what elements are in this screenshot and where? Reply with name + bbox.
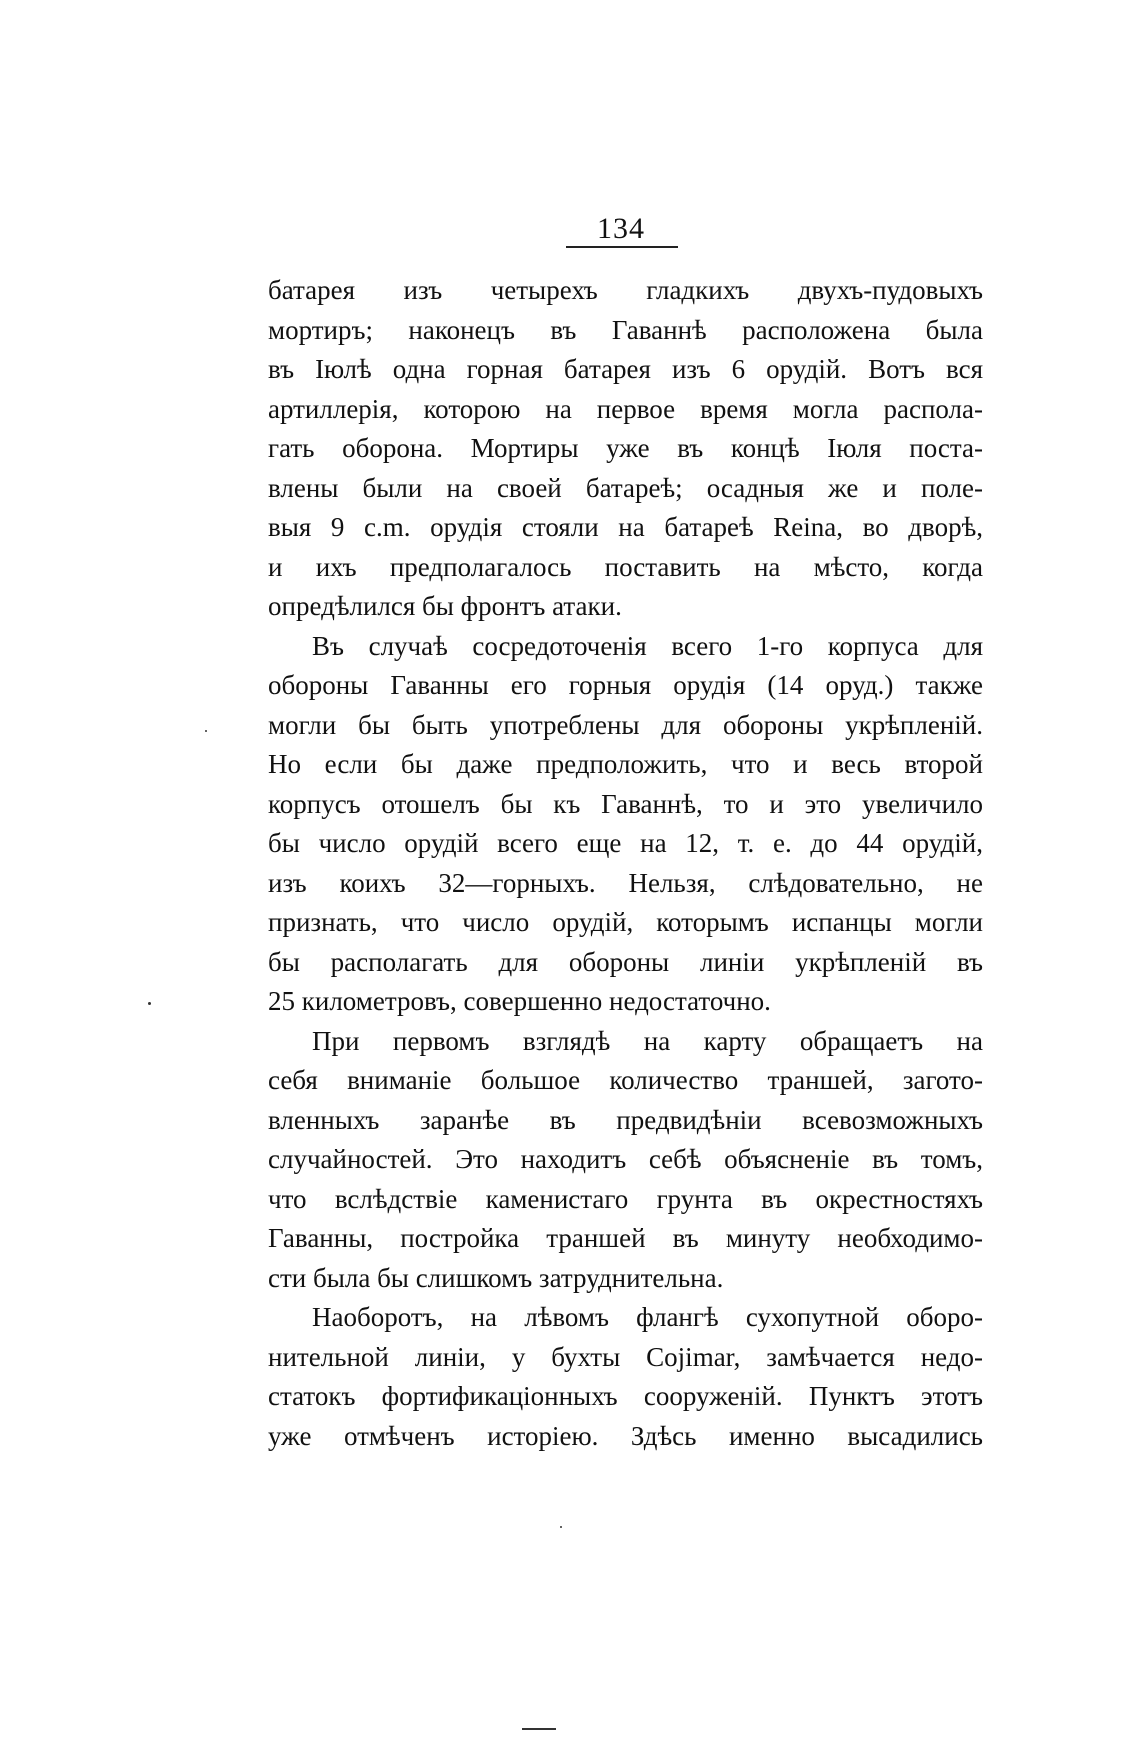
text-line: 25 километровъ, совершенно недостаточно. <box>268 986 771 1016</box>
text-line: могли бы быть употреблены для обороны укрѣпленій. <box>268 709 983 740</box>
body-text <box>268 271 983 1456</box>
text-line: корпусъ отошелъ бы къ Гаваннѣ, то и это увеличило <box>268 788 983 819</box>
paragraph-4 <box>268 1298 983 1456</box>
text-line: признать, что число орудій, которымъ испанцы могли <box>268 907 983 937</box>
text-line: случайностей. Это находитъ себѣ объясненіе въ томъ, <box>268 1144 983 1174</box>
bottom-print-mark <box>522 1728 556 1730</box>
text-line: гать оборона. Мортиры уже въ концѣ Іюля поста- <box>268 433 983 463</box>
text-line: Но если бы даже предположить, что и весь второй <box>268 749 983 779</box>
page-number-rule <box>566 246 678 248</box>
text-line: обороны Гаванны его горныя орудія (14 оруд.) также <box>268 670 983 700</box>
paragraph-1 <box>268 271 983 627</box>
text-line: бы число орудій всего еще на 12, т. е. до 44 орудій, <box>268 828 983 858</box>
text-line: вленныхъ заранѣе въ предвидѣніи всевозможныхъ <box>268 1104 983 1135</box>
print-speck <box>205 730 207 732</box>
text-line: и ихъ предполагалось поставить на мѣсто, когда <box>268 551 983 582</box>
text-line: себя вниманіе большое количество траншей, загото- <box>268 1065 983 1095</box>
print-speck <box>148 1002 151 1005</box>
text-line: При первомъ взглядѣ на карту обращаетъ на <box>312 1025 983 1056</box>
print-speck <box>560 1526 562 1528</box>
text-line: выя 9 c.m. орудія стояли на батареѣ Reina, во дворѣ, <box>268 512 983 542</box>
paragraph-3 <box>268 1022 983 1299</box>
page-number: 134 <box>597 212 645 245</box>
text-line: что вслѣдствіе каменистаго грунта въ окрестностяхъ <box>268 1183 983 1214</box>
text-line: артиллерія, которою на первое время могла распола- <box>268 393 983 424</box>
text-line: статокъ фортификаціонныхъ сооруженій. Пунктъ этотъ <box>268 1381 983 1411</box>
text-line: сти была бы слишкомъ затруднительна. <box>268 1262 724 1293</box>
text-line: бы располагать для обороны линіи укрѣпленій въ <box>268 946 983 977</box>
text-line: Въ случаѣ сосредоточенія всего 1-го корпуса для <box>312 630 983 661</box>
text-line: опредѣлился бы фронтъ атаки. <box>268 591 622 621</box>
text-line: влены были на своей батареѣ; осадныя же и поле- <box>268 472 983 503</box>
text-line: изъ коихъ 32—горныхъ. Нельзя, слѣдовательно, не <box>268 867 983 898</box>
text-line: Гаванны, постройка траншей въ минуту необходимо- <box>268 1223 983 1253</box>
text-line: Наоборотъ, на лѣвомъ флангѣ сухопутной оборо- <box>312 1302 983 1332</box>
text-line: нительной линіи, у бухты Cojimar, замѣчается недо- <box>268 1341 983 1372</box>
text-line: уже отмѣченъ исторіею. Здѣсь именно высадились <box>268 1420 983 1451</box>
text-line: мортиръ; наконецъ въ Гаваннѣ расположена была <box>268 314 983 345</box>
text-line: батарея изъ четырехъ гладкихъ двухъ-пудовыхъ <box>268 275 983 305</box>
paragraph-2 <box>268 627 983 1022</box>
text-line: въ Іюлѣ одна горная батарея изъ 6 орудій. Вотъ вся <box>268 354 983 384</box>
